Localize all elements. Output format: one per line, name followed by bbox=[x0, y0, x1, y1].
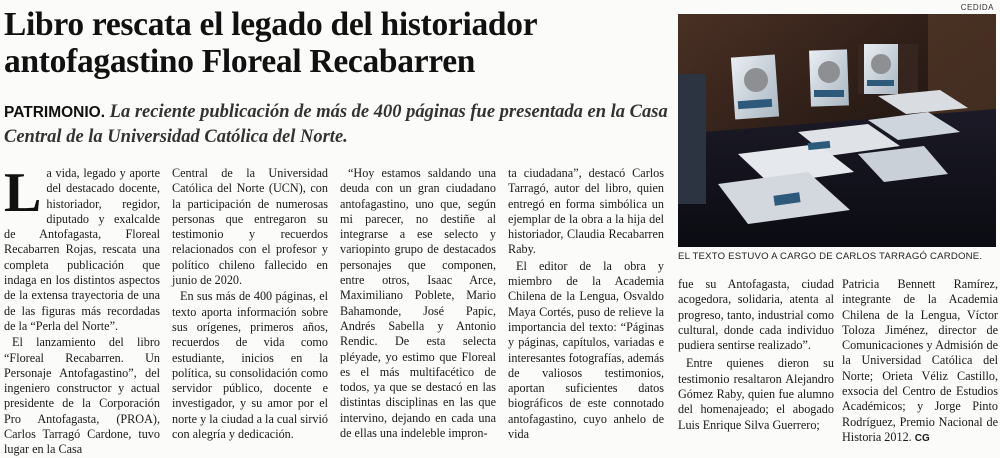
photo-caption: EL TEXTO ESTUVO A CARGO DE CARLOS TARRAGÓ CARDONE. bbox=[678, 251, 983, 262]
article-column-6 bbox=[842, 277, 998, 446]
article-column-2 bbox=[172, 166, 328, 442]
paragraph: Patricia Bennett Ramírez, integrante de la Academia Chilena de la Lengua, Víctor Toloza Jiménez, director de Comunicaciones y Admisión de la Universidad Católica del Norte; Orieta Véliz Castillo, exsocia del Centro de Estudios Académicos; y Jorge Pinto Rodríguez, Premio Nacional de Historia 2012. bbox=[842, 277, 998, 444]
paragraph: En sus más de 400 páginas, el texto aporta información sobre sus orígenes, primeros años, recuerdos de vida como estudiante, inicios en la política, su consolidación como servidor público, docente e investigador, y su amor por el norte y la ciudad a la cual sirvió con alegría y dedicación. bbox=[172, 289, 329, 442]
article-column-3 bbox=[340, 166, 496, 441]
article-column-4 bbox=[508, 166, 664, 442]
photo-illustration bbox=[678, 14, 996, 247]
drop-cap: L bbox=[4, 162, 42, 224]
deck-text: La reciente publicación de más de 400 páginas fue presentada en la Casa Central de la Universidad Católica del Norte. bbox=[4, 102, 668, 147]
paragraph: ta ciudadana”, destacó Carlos Tarragó, autor del libro, quien entregó en forma simbólica un ejemplar de la obra a la hija del historiador, Claudia Recabarren Raby. bbox=[508, 166, 664, 257]
author-endmark: CG bbox=[914, 432, 930, 444]
book-display-photo bbox=[678, 14, 996, 247]
headline-line-2: antofagastino Floreal Recabarren bbox=[4, 43, 476, 80]
subhead bbox=[4, 100, 672, 150]
article-column-5 bbox=[678, 277, 834, 433]
paragraph: “Hoy estamos saldando una deuda con un gran ciudadano antofagastino, uno que, según mi parecer, no destiñe al integrarse a ese selecto y variopinto grupo de destacados personajes que componen, entre otros, Isaac Arce, Maximiliano Poblete, Mario Bahamonde, José Papic, Andrés Sabella y Antonio Rendic. De esta selecta pléyade, yo estimo que Floreal es el más multifacético de todos, ya que se destacó en las distintas disciplinas en las que intervino, dejando en cada una de ellas una indeleble impron- bbox=[340, 166, 496, 441]
headline bbox=[4, 6, 664, 80]
paragraph: fue su Antofagasta, ciudad acogedora, solidaria, atenta al progreso, tanto, industrial como cultural, donde cada individuo pudiera sentirse realizado”. bbox=[678, 277, 834, 353]
paragraph: El editor de la obra y miembro de la Academia Chilena de la Lengua, Osvaldo Maya Cortés, puso de relieve la importancia del texto: “Páginas y páginas, capítulos, variadas e interesantes fotografías, además de valiosos testimonios, aportan suficientes datos biográficos de este connotado antofagastino, cuyo anhelo de vida bbox=[508, 258, 665, 442]
section-kicker: PATRIMONIO. bbox=[4, 104, 106, 121]
headline-line-1: Libro rescata el legado del historiador bbox=[4, 6, 538, 43]
paragraph: a vida, legado y aporte del destacado docente, historiador, regidor, diputado y exalcalde de Antofagasta, Floreal Recabarren Rojas, rescata una completa publicación que indaga en los distintos aspectos de la extensa trayectoria de una de las figuras más recordadas de la “Perla del Norte”. bbox=[4, 166, 160, 333]
paragraph: El lanzamiento del libro “Floreal Recabarren. Un Personaje Antofagastino”, del ingeniero constructor y actual presidente de la Corporación Pro Antofagasta, (PROA), Carlos Tarragó Cardone, tuvo lugar en la Casa bbox=[4, 335, 160, 457]
photo-credit: CEDIDA bbox=[960, 3, 994, 12]
paragraph: Central de la Universidad Católica del Norte (UCN), con la participación de numerosas personas que entregaron su testimonio y recuerdos relacionados con el profesor y político chileno fallecido en junio de 2020. bbox=[172, 166, 328, 288]
article-column-1 bbox=[4, 162, 160, 458]
paragraph: Entre quienes dieron su testimonio resaltaron Alejandro Gómez Raby, quien fue alumno del homenajeado; el abogado Luis Enrique Silva Guerrero; bbox=[678, 356, 834, 432]
